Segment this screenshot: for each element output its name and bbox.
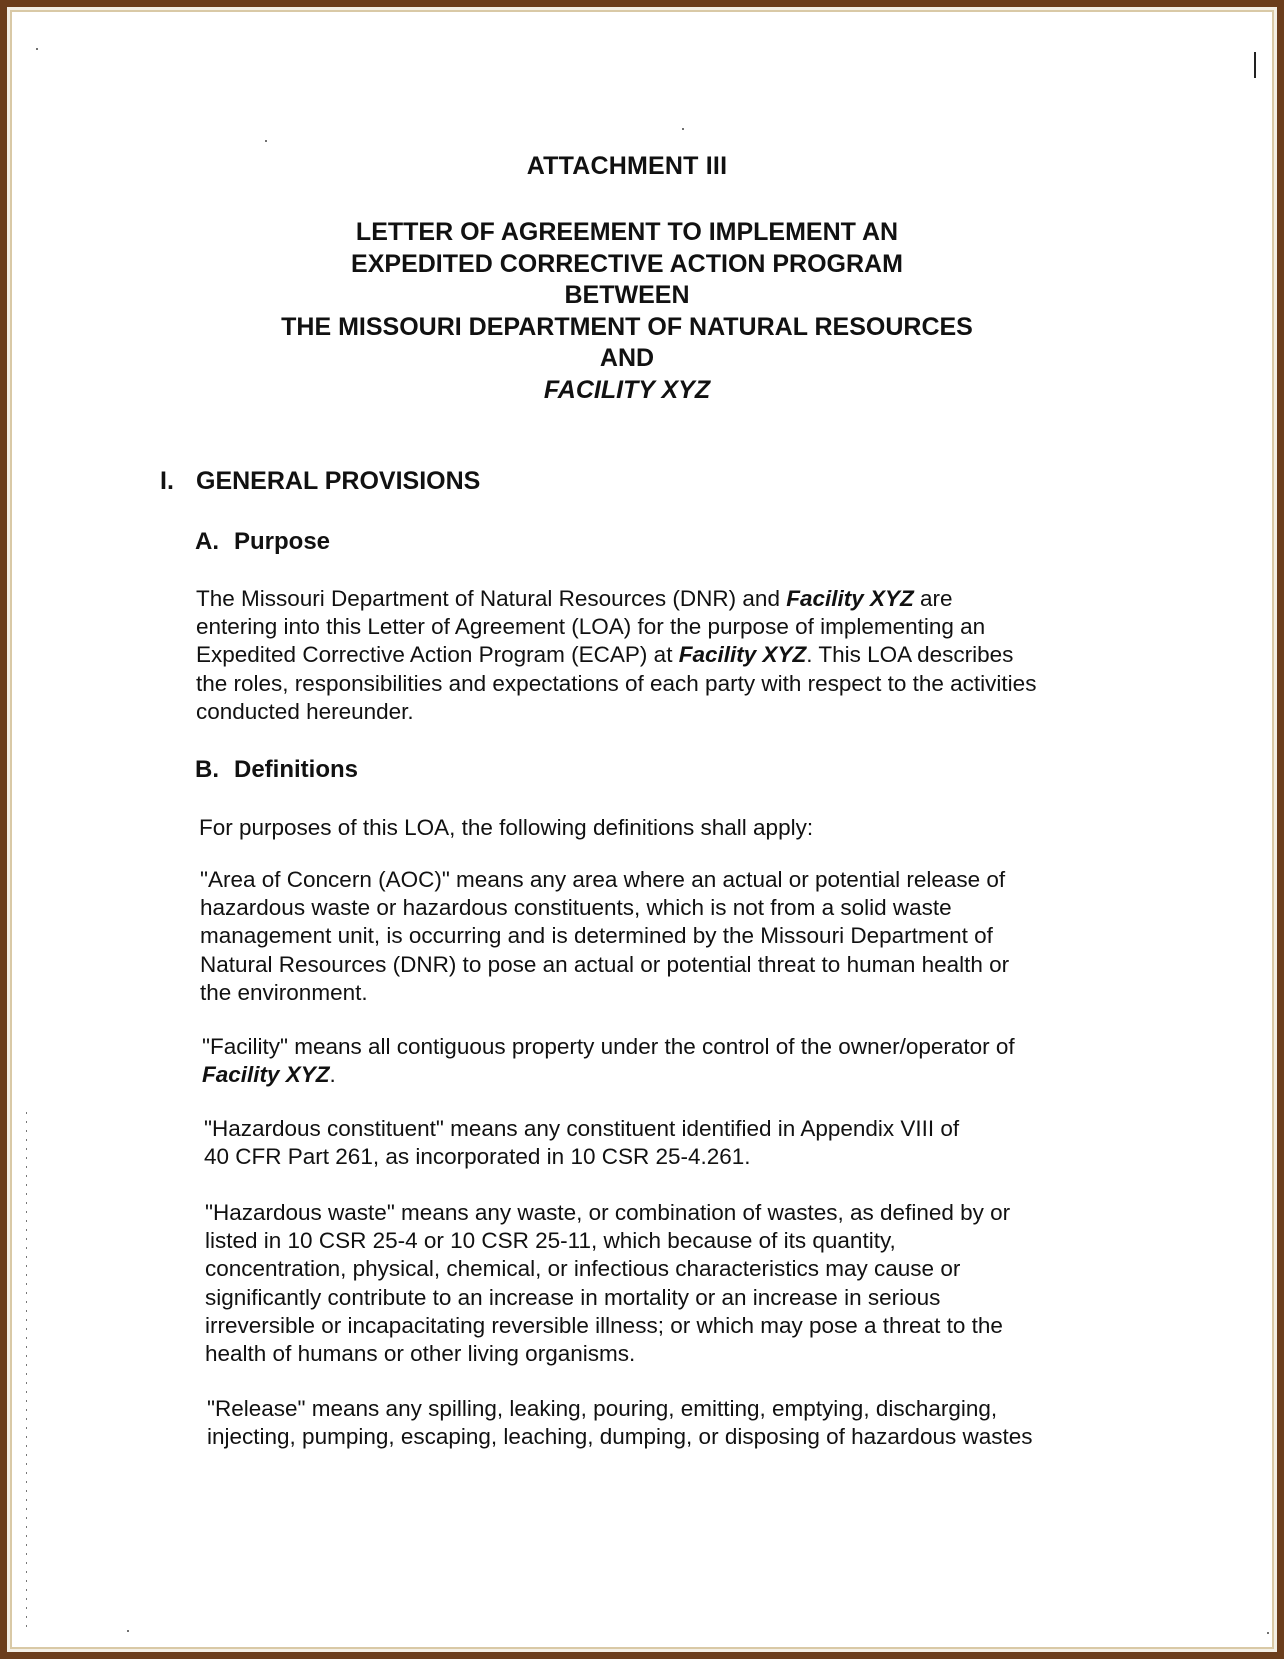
text-run: The Missouri Department of Natural Resources (DNR) and xyxy=(196,586,787,611)
definition-hazardous-constituent xyxy=(204,1115,1124,1171)
heading-line: LETTER OF AGREEMENT TO IMPLEMENT AN xyxy=(355,218,899,246)
paragraph-line: significantly contribute to an increase in mortality or an increase in serious xyxy=(205,1284,941,1310)
heading-line: BETWEEN xyxy=(564,281,690,309)
paragraph-line xyxy=(196,585,1116,613)
paragraph-line: conducted hereunder. xyxy=(196,698,414,724)
facility-name: Facility XYZ xyxy=(678,642,807,668)
subsection-letter: B. xyxy=(195,756,219,783)
paragraph-line: "Area of Concern (AOC)" means any area where an actual or potential release of xyxy=(200,867,1006,892)
definitions-intro xyxy=(199,814,1119,842)
heading-line: THE MISSOURI DEPARTMENT OF NATURAL RESOURCES xyxy=(281,312,973,341)
document-page xyxy=(12,12,1272,1647)
paragraph-line: concentration, physical, chemical, or infectious characteristics may cause or xyxy=(205,1256,961,1282)
definition-aoc xyxy=(200,866,1120,1007)
page-border xyxy=(10,10,1274,1649)
paragraph-line: Natural Resources (DNR) to pose an actual or potential threat to human health or xyxy=(200,951,1010,977)
scan-mark xyxy=(1254,52,1256,78)
paragraph-line: "Facility" means all contiguous property under the control of the owner/operator of xyxy=(202,1034,1015,1059)
definition-hazardous-waste xyxy=(205,1199,1125,1368)
subsection-title: Purpose xyxy=(234,528,331,555)
subsection-heading-definitions xyxy=(195,756,358,784)
heading-line: AND xyxy=(599,344,655,372)
facility-name: Facility XYZ xyxy=(202,1062,330,1088)
attachment-title: ATTACHMENT III xyxy=(526,152,728,180)
subsection-title: Definitions xyxy=(234,756,358,783)
paragraph-line: "Release" means any spilling, leaking, pouring, emitting, emptying, discharging, xyxy=(207,1396,998,1421)
section-heading xyxy=(160,467,480,496)
paragraph-line: entering into this Letter of Agreement (LOA) for the purpose of implementing an xyxy=(196,614,986,640)
definition-facility xyxy=(202,1033,1122,1089)
section-number: I. xyxy=(160,467,174,495)
subsection-letter: A. xyxy=(195,528,219,555)
heading-line: EXPEDITED CORRECTIVE ACTION PROGRAM xyxy=(351,249,903,278)
scan-speck xyxy=(682,128,684,130)
paragraph-line: irreversible or incapacitating reversible illness; or which may pose a threat to the xyxy=(205,1312,1003,1338)
paragraph-line xyxy=(202,1061,1122,1089)
text-run: . xyxy=(329,1062,336,1088)
paragraph-line: management unit, is occurring and is determined by the Missouri Department of xyxy=(200,923,993,949)
paragraph-line xyxy=(196,641,1116,669)
scan-speck xyxy=(1267,1632,1269,1634)
scan-edge-dots xyxy=(26,1112,27,1632)
section-title: GENERAL PROVISIONS xyxy=(196,467,481,495)
definition-release xyxy=(207,1395,1127,1451)
paragraph-line: "Hazardous constituent" means any constituent identified in Appendix VIII of xyxy=(204,1116,960,1141)
facility-name: Facility XYZ xyxy=(786,586,914,611)
purpose-paragraph xyxy=(196,585,1116,726)
paragraph-line: the roles, responsibilities and expectations of each party with respect to the activities xyxy=(196,670,1037,696)
heading-facility-name: FACILITY XYZ xyxy=(543,375,711,404)
subsection-heading-purpose xyxy=(195,528,330,556)
paragraph-line: hazardous waste or hazardous constituents, which is not from a solid waste xyxy=(200,895,952,921)
paragraph-line: injecting, pumping, escaping, leaching, dumping, or disposing of hazardous wastes xyxy=(207,1424,1033,1450)
paragraph-line: "Hazardous waste" means any waste, or combination of wastes, as defined by or xyxy=(205,1200,1011,1225)
paragraph-line: health of humans or other living organisms. xyxy=(205,1341,636,1367)
paragraph-line: For purposes of this LOA, the following definitions shall apply: xyxy=(199,815,814,840)
document-heading xyxy=(162,217,1092,406)
paragraph-line: 40 CFR Part 261, as incorporated in 10 CSR 25-4.261. xyxy=(204,1144,751,1170)
scan-speck xyxy=(127,1630,129,1632)
paragraph-line: the environment. xyxy=(200,979,368,1005)
scan-speck xyxy=(36,48,38,50)
text-run: . This LOA describes xyxy=(806,642,1014,668)
text-run: are xyxy=(913,586,953,611)
scan-speck xyxy=(265,140,267,142)
paragraph-line: listed in 10 CSR 25-4 or 10 CSR 25-11, which because of its quantity, xyxy=(205,1228,896,1254)
text-run: Expedited Corrective Action Program (ECAP) at xyxy=(196,642,679,668)
